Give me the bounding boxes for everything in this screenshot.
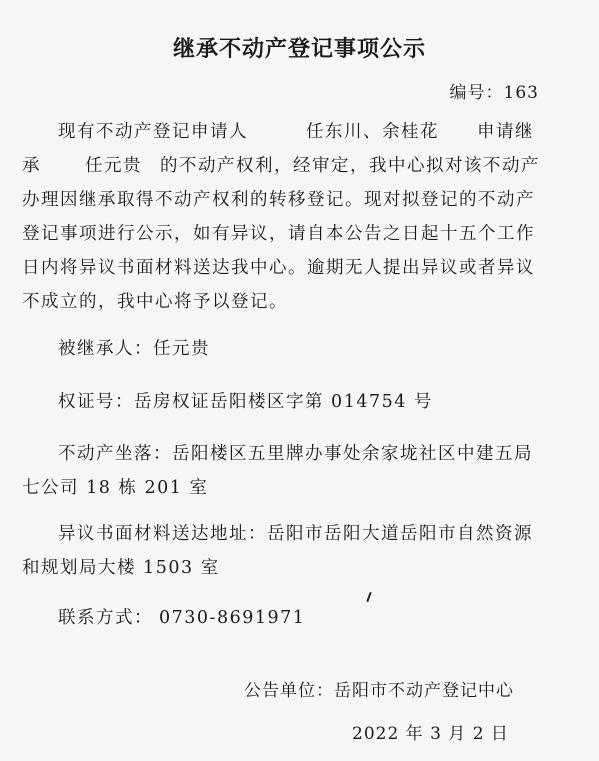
issuer-row [244, 676, 514, 701]
location-value-line-1: 岳阳楼区五里牌办事处余家垅社区中建五局 [172, 444, 533, 464]
certificate-row [58, 388, 433, 413]
certificate-label: 权证号： [58, 392, 134, 412]
address-value-line-2: 和规划局大楼 1503 室 [22, 558, 220, 578]
deceased-inline: 任元贵 [85, 156, 142, 176]
location-value-line-2: 七公司 18 栋 201 室 [22, 478, 209, 498]
applicant-suffix: 申请继 [477, 122, 534, 142]
page-title: 继承不动产登记事项公示 [172, 37, 426, 62]
inherit-suffix: 的不动产权利，经审定，我中心拟对该不动产 [160, 156, 540, 176]
notice-date: 2022 年 3 月 2 日 [352, 724, 509, 744]
deceased-value: 任元贵 [153, 339, 210, 359]
paragraph-line-4: 登记事项进行公示，如有异议，请自本公告之日起十五个工作 [22, 224, 535, 244]
paragraph-line-5: 日内将异议书面材料送达我中心。逾期无人提出异议或者异议 [22, 258, 535, 278]
paragraph-line-2 [22, 152, 540, 177]
inherit-prefix: 承 [22, 156, 41, 176]
deceased-label: 被继承人： [58, 339, 153, 359]
address-row [58, 520, 533, 545]
applicant-names: 任东川、余桂花 [306, 122, 439, 142]
ink-mark [366, 592, 371, 602]
contact-value: 0730-8691971 [159, 608, 306, 628]
issuer-value: 岳阳市不动产登记中心 [334, 681, 514, 701]
applicant-intro: 现有不动产登记申请人 [58, 122, 248, 142]
paragraph-line-3: 办理因继承取得不动产权利的转移登记。现对拟登记的不动产 [22, 190, 535, 210]
contact-label: 联系方式： [58, 608, 153, 628]
location-label: 不动产坐落： [58, 444, 172, 464]
contact-row [58, 604, 305, 629]
paragraph-line-6: 不成立的，我中心将予以登记。 [22, 292, 288, 312]
location-row [58, 440, 533, 465]
address-value-line-1: 岳阳市岳阳大道岳阳市自然资源 [267, 524, 533, 544]
paragraph-line-1 [58, 118, 534, 143]
serial-number: 编号：163 [449, 83, 539, 103]
issuer-label: 公告单位： [244, 681, 334, 701]
certificate-value: 岳房权证岳阳楼区字第 014754 号 [134, 392, 433, 412]
deceased-row [58, 335, 210, 360]
address-label: 异议书面材料送达地址： [58, 524, 267, 544]
